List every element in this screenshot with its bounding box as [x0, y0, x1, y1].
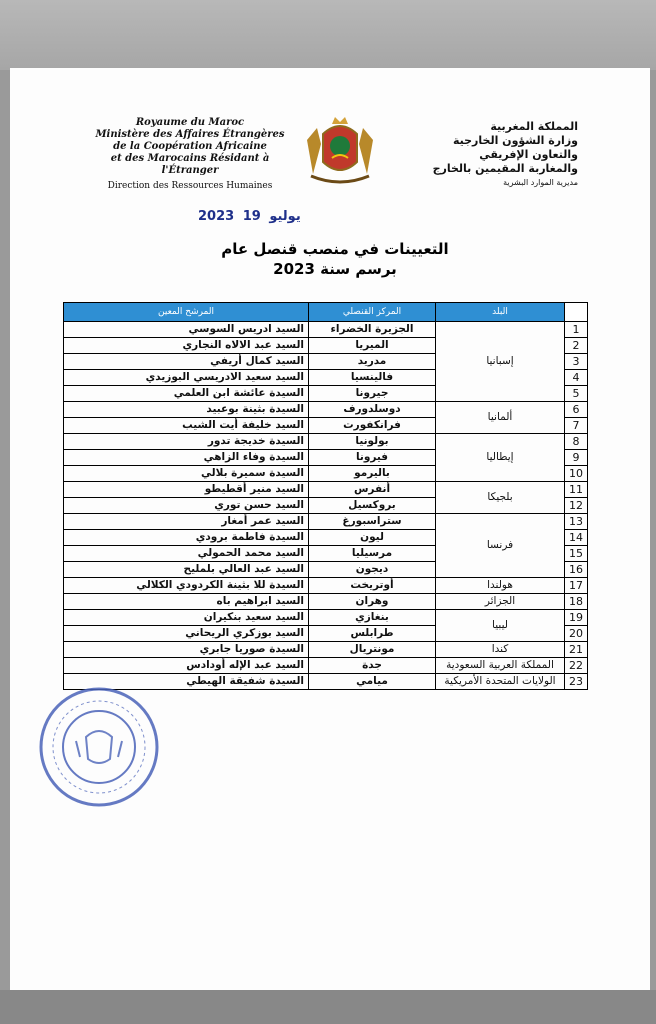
ar-department: مديرية الموارد البشرية [503, 178, 578, 187]
table-row [64, 658, 588, 674]
date-year: 2023 [198, 209, 235, 224]
appointee-cell: السيدة خديجة تدور [64, 434, 309, 450]
fr-department: Direction des Ressources Humaines [107, 181, 273, 191]
row-number: 5 [565, 386, 588, 402]
background-bottom [0, 990, 656, 1024]
ar-line-3: والتعاون الإفريقي [479, 148, 578, 161]
country-cell: إسبانيا [436, 322, 565, 402]
table-row [64, 402, 588, 418]
appointee-cell: السيد خليفة أيت الشيب [64, 418, 309, 434]
country-cell: ألمانيا [436, 402, 565, 434]
country-cell: الجزائر [436, 594, 565, 610]
header-country: البلد [436, 303, 565, 322]
consulate-cell: فيرونا [309, 450, 436, 466]
consulate-cell: طرابلس [309, 626, 436, 642]
row-number: 14 [565, 530, 588, 546]
row-number: 11 [565, 482, 588, 498]
appointee-cell: السيد ادريس السوسي [64, 322, 309, 338]
row-number: 18 [565, 594, 588, 610]
date-stamp [198, 209, 305, 224]
table-header-row [64, 303, 588, 322]
country-cell: هولندا [436, 578, 565, 594]
table-row [64, 322, 588, 338]
row-number: 15 [565, 546, 588, 562]
ar-line-2: وزارة الشؤون الخارجية [452, 134, 578, 147]
ar-line-4: والمغاربة المقيمين بالخارج [432, 162, 578, 175]
country-cell: ليبيا [436, 610, 565, 642]
document-title [160, 240, 510, 280]
appointee-cell: السيدة عائشة ابن العلمي [64, 386, 309, 402]
row-number: 17 [565, 578, 588, 594]
appointee-cell: السيدة فاطمة برودي [64, 530, 309, 546]
row-number: 6 [565, 402, 588, 418]
appointee-cell: السيدة شفيقة الهيطي [64, 674, 309, 690]
row-number: 13 [565, 514, 588, 530]
title-line-2: برسم سنة 2023 [273, 260, 397, 278]
appointee-cell: السيدة وفاء الزاهي [64, 450, 309, 466]
country-cell: فرنسا [436, 514, 565, 578]
consulate-cell: مدريد [309, 354, 436, 370]
row-number: 21 [565, 642, 588, 658]
table-row [64, 482, 588, 498]
appointee-cell: السيد عبد العالي بلمليح [64, 562, 309, 578]
appointee-cell: السيد محمد الحمولي [64, 546, 309, 562]
header-arabic [398, 120, 578, 190]
row-number: 10 [565, 466, 588, 482]
consulate-cell: ستراسبورغ [309, 514, 436, 530]
appointments-table [63, 302, 588, 690]
table-row [64, 610, 588, 626]
table-row [64, 594, 588, 610]
consulate-cell: دوسلدورف [309, 402, 436, 418]
ministry-stamp [36, 685, 162, 809]
consulate-cell: باليرمو [309, 466, 436, 482]
row-number: 4 [565, 370, 588, 386]
appointee-cell: السيد عبد الإله أودادس [64, 658, 309, 674]
consulate-cell: جدة [309, 658, 436, 674]
row-number: 7 [565, 418, 588, 434]
table-row [64, 578, 588, 594]
country-cell: إيطاليا [436, 434, 565, 482]
consulate-cell: جيرونا [309, 386, 436, 402]
country-cell: كندا [436, 642, 565, 658]
row-number: 19 [565, 610, 588, 626]
fr-line-2: Ministère des Affaires Étrangères [95, 129, 285, 140]
appointee-cell: السيدة للا بثينة الكردودي الكلالي [64, 578, 309, 594]
row-number: 9 [565, 450, 588, 466]
consulate-cell: أوتريخت [309, 578, 436, 594]
row-number: 3 [565, 354, 588, 370]
header-french [95, 117, 285, 192]
country-cell: بلجيكا [436, 482, 565, 514]
header-number [565, 303, 588, 322]
row-number: 1 [565, 322, 588, 338]
fr-line-3: de la Coopération Africaine [113, 141, 267, 152]
appointee-cell: السيد ابراهيم باه [64, 594, 309, 610]
consulate-cell: ليون [309, 530, 436, 546]
header-name: المرشح المعين [64, 303, 309, 322]
consulate-cell: الجزيرة الخضراء [309, 322, 436, 338]
date-day: 19 [242, 209, 261, 224]
appointee-cell: السيدة صوريا جابري [64, 642, 309, 658]
appointee-cell: السيد عمر أمغار [64, 514, 309, 530]
consulate-cell: فالينسيا [309, 370, 436, 386]
coat-of-arms-icon [299, 114, 381, 186]
table-row [64, 434, 588, 450]
row-number: 23 [565, 674, 588, 690]
country-cell: المملكة العربية السعودية [436, 658, 565, 674]
row-number: 20 [565, 626, 588, 642]
appointee-cell: السيد سعيد الادريسي البوزيدي [64, 370, 309, 386]
consulate-cell: الميريا [309, 338, 436, 354]
fr-line-1: Royaume du Maroc [135, 117, 245, 128]
consulate-cell: بروكسيل [309, 498, 436, 514]
consulate-cell: ميامي [309, 674, 436, 690]
consulate-cell: بنغازي [309, 610, 436, 626]
consulate-cell: مرسيليا [309, 546, 436, 562]
consulate-cell: مونتريال [309, 642, 436, 658]
title-line-1: التعيينات في منصب قنصل عام [221, 240, 449, 258]
appointee-cell: السيد عبد الالاه النجاري [64, 338, 309, 354]
table-row [64, 642, 588, 658]
appointee-cell: السيد بوزكري الريحاني [64, 626, 309, 642]
fr-line-4: et des Marocains Résidant à l'Étranger [110, 153, 270, 176]
appointee-cell: السيد كمال أريفي [64, 354, 309, 370]
background-top [0, 0, 656, 70]
appointee-cell: السيدة بثينة بوعبيد [64, 402, 309, 418]
appointee-cell: السيد منير أقطيطو [64, 482, 309, 498]
row-number: 16 [565, 562, 588, 578]
consulate-cell: أنفرس [309, 482, 436, 498]
date-month: يوليو [269, 209, 301, 224]
ar-line-1: المملكة المغربية [490, 120, 578, 133]
row-number: 8 [565, 434, 588, 450]
appointee-cell: السيدة سميرة بلالي [64, 466, 309, 482]
appointee-cell: السيد سعيد بنكيران [64, 610, 309, 626]
country-cell: الولايات المتحدة الأمريكية [436, 674, 565, 690]
row-number: 12 [565, 498, 588, 514]
consulate-cell: فرانكفورت [309, 418, 436, 434]
consulate-cell: وهران [309, 594, 436, 610]
consulate-cell: ديجون [309, 562, 436, 578]
table-row [64, 514, 588, 530]
appointee-cell: السيد حسن توري [64, 498, 309, 514]
header-center: المركز القنصلي [309, 303, 436, 322]
row-number: 2 [565, 338, 588, 354]
consulate-cell: بولونيا [309, 434, 436, 450]
row-number: 22 [565, 658, 588, 674]
